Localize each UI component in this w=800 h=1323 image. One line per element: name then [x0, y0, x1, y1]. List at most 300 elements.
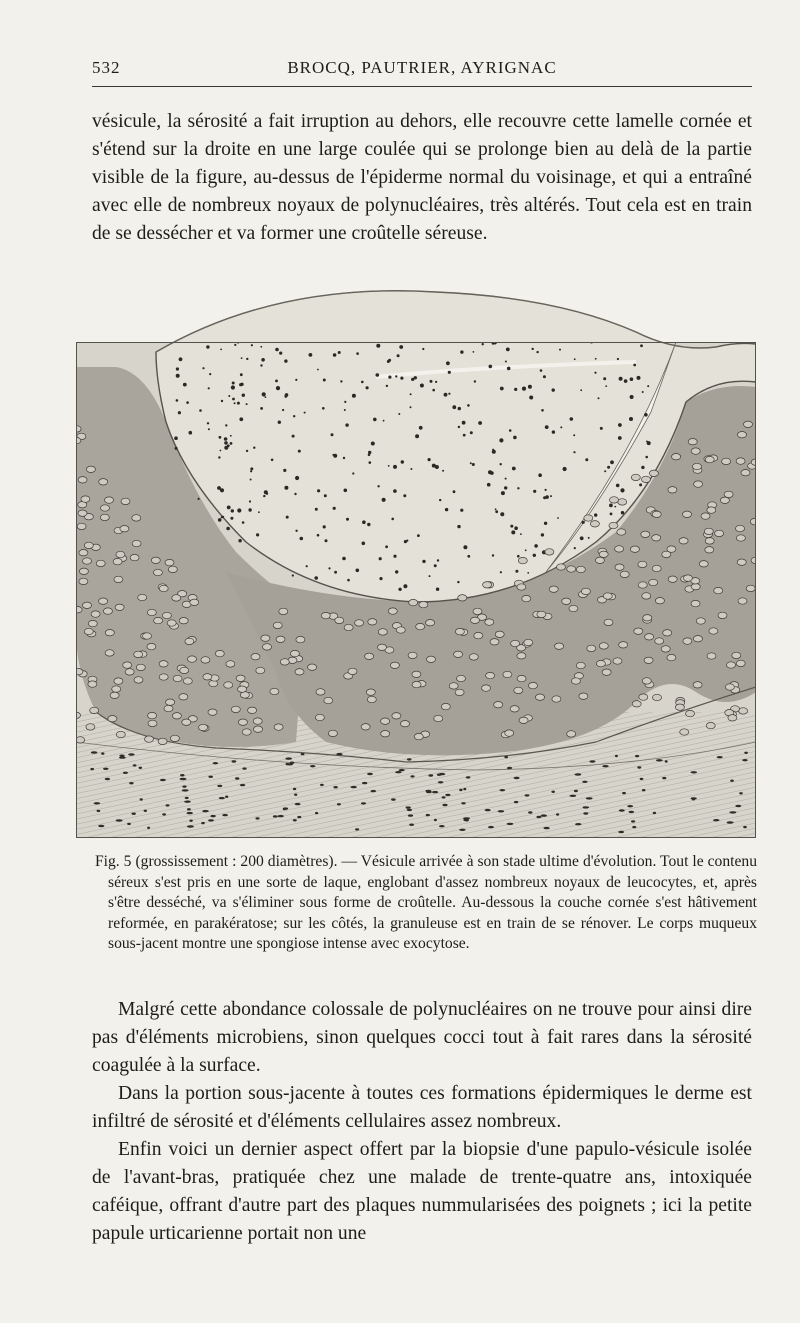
leucocyte-nucleus [511, 530, 515, 534]
epithelial-cell [736, 525, 745, 531]
epithelial-cell [471, 617, 480, 623]
epithelial-cell [454, 651, 463, 657]
dermis-nucleus [498, 810, 505, 812]
epithelial-cell [613, 658, 622, 664]
dermis-nucleus [586, 797, 593, 799]
epithelial-cell [518, 557, 527, 563]
epithelial-cell [248, 707, 257, 713]
epithelial-cell [253, 718, 262, 724]
leucocyte-nucleus [422, 348, 424, 350]
leucocyte-nucleus [260, 364, 262, 366]
dermis-nucleus [463, 788, 466, 790]
epithelial-cell [145, 736, 154, 742]
epithelial-cell [166, 699, 175, 705]
epithelial-cell [335, 617, 344, 623]
dermis-nucleus [692, 798, 695, 800]
dermis-nucleus [409, 824, 414, 826]
leucocyte-nucleus [178, 411, 181, 414]
leucocyte-nucleus [514, 388, 517, 391]
epithelial-cell [238, 686, 247, 692]
leucocyte-nucleus [179, 357, 183, 361]
epithelial-cell [134, 677, 143, 683]
epithelial-cell [514, 687, 523, 693]
epithelial-cell [519, 717, 528, 723]
dermis-nucleus [201, 822, 205, 824]
leucocyte-nucleus [232, 398, 235, 401]
dermis-nucleus [425, 790, 431, 792]
leucocyte-nucleus [234, 344, 236, 346]
leucocyte-nucleus [417, 534, 420, 537]
dermis-nucleus [442, 804, 447, 806]
epithelial-cell [290, 650, 299, 656]
epithelial-cell [667, 546, 676, 552]
dermis-nucleus [504, 756, 508, 758]
leucocyte-nucleus [639, 483, 642, 486]
epithelial-cell [190, 599, 199, 605]
dermis-nucleus [219, 797, 225, 799]
epithelial-cell [571, 678, 580, 684]
dermis-nucleus [202, 810, 208, 812]
leucocyte-nucleus [545, 489, 547, 491]
dermis-nucleus [182, 785, 186, 787]
epithelial-cell [610, 497, 619, 503]
epithelial-cell [655, 638, 664, 644]
leucocyte-nucleus [574, 358, 576, 360]
epithelial-cell [705, 547, 714, 553]
dermis-nucleus [556, 813, 559, 815]
epithelial-cell [77, 523, 86, 529]
leucocyte-nucleus [208, 428, 210, 430]
leucocyte-nucleus [218, 456, 220, 458]
epithelial-cell [706, 722, 715, 728]
leucocyte-nucleus [279, 352, 282, 355]
leucocyte-nucleus [230, 442, 233, 445]
leucocyte-nucleus [630, 395, 634, 399]
leucocyte-nucleus [284, 486, 288, 490]
epithelial-cell [273, 622, 282, 628]
epithelial-cell [615, 564, 624, 570]
leucocyte-nucleus [176, 399, 179, 402]
leucocyte-nucleus [261, 358, 265, 362]
epithelial-cell [691, 448, 700, 454]
epithelial-cell [632, 701, 641, 707]
leucocyte-nucleus [399, 345, 403, 349]
epithelial-cell [725, 684, 734, 690]
leucocyte-nucleus [552, 430, 555, 433]
epithelial-cell [412, 681, 421, 687]
leucocyte-nucleus [388, 376, 391, 379]
epithelial-cell [655, 598, 664, 604]
epithelial-cell [110, 692, 119, 698]
epithelial-cell [738, 432, 747, 438]
epithelial-cell [746, 585, 755, 591]
dermis-nucleus [465, 819, 469, 821]
leucocyte-nucleus [600, 427, 603, 430]
dermis-nucleus [438, 781, 444, 783]
leucocyte-nucleus [488, 470, 492, 474]
leucocyte-nucleus [366, 386, 369, 389]
epithelial-cell [642, 476, 651, 482]
epithelial-cell [179, 618, 188, 624]
leucocyte-nucleus [333, 507, 336, 510]
leucocyte-nucleus [333, 454, 337, 458]
dermis-nucleus [406, 806, 411, 808]
epithelial-cell [159, 674, 168, 680]
dermis-nucleus [166, 804, 170, 806]
leucocyte-nucleus [629, 417, 633, 421]
epithelial-cell [503, 671, 512, 677]
epithelial-cell [361, 724, 370, 730]
epithelial-cell [494, 702, 503, 708]
leucocyte-nucleus [376, 344, 380, 348]
epithelial-cell [251, 654, 260, 660]
dermis-nucleus [208, 776, 213, 778]
dermis-nucleus [459, 789, 462, 791]
leucocyte-nucleus [513, 436, 517, 440]
epithelial-cell [704, 528, 713, 534]
epithelial-cell [378, 644, 387, 650]
dermis-nucleus [180, 774, 184, 776]
epithelial-cell [296, 636, 305, 642]
leucocyte-nucleus [292, 574, 294, 576]
leucocyte-nucleus [393, 555, 396, 558]
epithelial-cell [138, 594, 147, 600]
epithelial-cell [576, 566, 585, 572]
leucocyte-nucleus [385, 545, 388, 548]
dermis-nucleus [184, 801, 191, 803]
dermis-nucleus [629, 811, 635, 813]
dermis-nucleus [428, 774, 433, 776]
epithelial-cell [274, 724, 283, 730]
epithelial-cell [732, 652, 741, 658]
leucocyte-nucleus [251, 344, 253, 346]
dermis-nucleus [442, 796, 446, 798]
leucocyte-nucleus [603, 377, 606, 380]
leucocyte-nucleus [598, 397, 600, 399]
leucocyte-nucleus [624, 379, 628, 383]
leucocyte-nucleus [552, 388, 555, 391]
dermis-nucleus [139, 767, 143, 769]
leucocyte-nucleus [352, 472, 354, 474]
dermis-nucleus [310, 765, 315, 767]
leucocyte-nucleus [386, 385, 388, 387]
epithelial-cell [381, 718, 390, 724]
dermis-nucleus [408, 814, 413, 816]
epithelial-cell [238, 719, 247, 725]
leucocyte-nucleus [623, 311, 626, 314]
epithelial-cell [644, 657, 653, 663]
leucocyte-nucleus [470, 431, 473, 434]
leucocyte-nucleus [473, 351, 475, 353]
leucocyte-nucleus [246, 450, 248, 452]
leucocyte-nucleus [528, 385, 532, 389]
leucocyte-nucleus [613, 316, 616, 319]
epithelial-cell [596, 660, 605, 666]
leucocyte-nucleus [231, 385, 235, 389]
epithelial-cell [738, 598, 747, 604]
epithelial-cell [315, 714, 324, 720]
histology-engraving [76, 272, 756, 838]
leucocyte-nucleus [395, 375, 397, 377]
epithelial-cell [737, 559, 746, 565]
dermis-nucleus [514, 801, 518, 803]
leucocyte-nucleus [415, 434, 419, 438]
epithelial-cell [649, 579, 658, 585]
epithelial-cell [536, 694, 545, 700]
leucocyte-nucleus [282, 409, 284, 411]
dermis-nucleus [162, 813, 166, 815]
epithelial-cell [634, 628, 643, 634]
leucocyte-nucleus [609, 504, 613, 508]
dermis-nucleus [632, 826, 636, 828]
epithelial-cell [88, 620, 97, 626]
dermis-nucleus [528, 811, 532, 813]
epithelial-cell [100, 514, 109, 520]
epithelial-cell [581, 588, 590, 594]
dermis-nucleus [583, 806, 590, 808]
epithelial-cell [164, 705, 173, 711]
leucocyte-nucleus [400, 377, 403, 380]
leucocyte-nucleus [617, 358, 619, 360]
epithelial-cell [242, 729, 251, 735]
dermis-nucleus [662, 777, 666, 779]
dermis-nucleus [129, 782, 133, 784]
leucocyte-nucleus [487, 483, 491, 487]
dermis-nucleus [273, 815, 278, 817]
leucocyte-nucleus [224, 437, 228, 441]
dermis-nucleus [727, 821, 734, 823]
epithelial-cell [162, 612, 171, 618]
dermis-nucleus [213, 762, 218, 764]
epithelial-cell [112, 686, 121, 692]
leucocyte-nucleus [344, 401, 346, 403]
dermis-nucleus [182, 789, 189, 791]
leucocyte-nucleus [573, 451, 575, 453]
epithelial-cell [505, 730, 514, 736]
leucocyte-nucleus [239, 383, 242, 386]
epithelial-cell [412, 671, 421, 677]
epithelial-cell [78, 477, 87, 483]
leucocyte-nucleus [458, 407, 461, 410]
epithelial-cell [113, 558, 122, 564]
leucocyte-nucleus [437, 559, 439, 561]
leucocyte-nucleus [439, 499, 441, 501]
leucocyte-nucleus [529, 396, 533, 400]
leucocyte-nucleus [342, 557, 346, 561]
dermis-nucleus [407, 758, 412, 760]
leucocyte-nucleus [463, 434, 466, 437]
epithelial-cell [722, 458, 731, 464]
dermis-nucleus [466, 776, 471, 778]
dermis-nucleus [367, 773, 373, 775]
leucocyte-nucleus [376, 373, 380, 377]
leucocyte-nucleus [507, 367, 511, 371]
leucocyte-nucleus [442, 470, 444, 472]
leucocyte-nucleus [265, 396, 267, 398]
epithelial-cell [388, 608, 397, 614]
dermis-nucleus [574, 790, 578, 792]
epithelial-cell [693, 463, 702, 469]
dermis-nucleus [602, 765, 608, 767]
dermis-nucleus [536, 816, 541, 818]
epithelial-cell [114, 678, 123, 684]
leucocyte-nucleus [460, 509, 463, 512]
leucocyte-nucleus [500, 463, 502, 465]
page-header [92, 52, 752, 87]
epithelial-cell [231, 706, 240, 712]
leucocyte-nucleus [534, 544, 538, 548]
leucocyte-nucleus [434, 564, 437, 567]
epithelial-cell [545, 549, 554, 555]
dermis-nucleus [439, 773, 445, 775]
leucocyte-nucleus [262, 392, 266, 396]
epithelial-cell [718, 612, 727, 618]
leucocyte-nucleus [463, 545, 467, 549]
opening-paragraph: vésicule, la sérosité a fait irruption au dehors, elle recouvre cette lamelle cornée et s'étend sur la droite en une large coulée qui se prolonge bien au delà de la partie visible de la figure, au-dessus de l'épiderme normal du voisinage, et qui a entraîné avec elle de nombreux noyaux de polynucléaires, très altérés. Tout cela est en train de se dessécher et va former une croûtelle séreuse. [92, 111, 752, 244]
epithelial-cell [159, 585, 168, 591]
leucocyte-nucleus [398, 588, 401, 591]
leucocyte-nucleus [495, 510, 498, 513]
leucocyte-nucleus [647, 441, 651, 445]
epithelial-cell [101, 505, 110, 511]
dermis-nucleus [144, 810, 147, 812]
leucocyte-nucleus [250, 479, 252, 481]
leucocyte-nucleus [379, 577, 382, 580]
leucocyte-nucleus [397, 354, 400, 357]
leucocyte-nucleus [306, 565, 308, 567]
leucocyte-nucleus [403, 584, 407, 588]
leucocyte-nucleus [401, 460, 404, 463]
dermis-nucleus [123, 772, 128, 774]
leucocyte-nucleus [506, 348, 510, 352]
leucocyte-nucleus [260, 346, 262, 348]
leucocyte-nucleus [543, 496, 546, 499]
dermis-nucleus [235, 777, 239, 779]
epithelial-cell [683, 638, 692, 644]
dermis-nucleus [301, 753, 305, 755]
dermis-nucleus [132, 813, 136, 815]
leucocyte-nucleus [260, 407, 263, 410]
epithelial-cell [619, 642, 628, 648]
leucocyte-nucleus [220, 349, 222, 351]
leucocyte-nucleus [275, 348, 279, 352]
leucocyte-nucleus [510, 525, 513, 528]
leucocyte-nucleus [541, 409, 544, 412]
dermis-nucleus [103, 768, 109, 770]
epithelial-cell [482, 685, 491, 691]
dermis-nucleus [315, 812, 318, 814]
epithelial-cell [495, 631, 504, 637]
dermis-nucleus [717, 756, 723, 758]
dermis-nucleus [337, 803, 341, 805]
epithelial-cell [84, 542, 93, 548]
epithelial-cell [595, 557, 604, 563]
leucocyte-nucleus [536, 351, 538, 353]
dermis-nucleus [575, 773, 582, 775]
leucocyte-nucleus [588, 537, 590, 539]
dermis-nucleus [627, 805, 633, 807]
epithelial-cell [639, 694, 648, 700]
epithelial-cell [83, 558, 92, 564]
dermis-nucleus [622, 792, 626, 794]
epithelial-cell [78, 510, 87, 516]
leucocyte-nucleus [199, 409, 202, 412]
paragraph: Dans la portion sous-jacente à toutes ces formations épidermiques le derme est infiltré de sérosité et d'éléments cellulaires assez nombreux. [92, 1083, 752, 1132]
dermis-nucleus [730, 780, 734, 782]
dermis-nucleus [665, 760, 668, 762]
epithelial-cell [367, 696, 376, 702]
epithelial-cell [392, 713, 401, 719]
leucocyte-nucleus [559, 349, 561, 351]
epithelial-cell [390, 662, 399, 668]
leucocyte-nucleus [204, 320, 206, 322]
epithelial-cell [683, 511, 692, 517]
epithelial-cell [643, 615, 652, 621]
leucocyte-nucleus [286, 516, 289, 519]
leucocyte-nucleus [478, 421, 482, 425]
dermis-nucleus [295, 803, 301, 805]
leucocyte-nucleus [448, 393, 450, 395]
epithelial-cell [116, 551, 125, 557]
leucocyte-nucleus [533, 554, 536, 557]
epithelial-cell [148, 712, 157, 718]
leucocyte-nucleus [616, 484, 620, 488]
leucocyte-nucleus [541, 533, 544, 536]
dermis-nucleus [575, 823, 581, 825]
epithelial-cell [99, 598, 108, 604]
epithelial-cell [280, 659, 289, 665]
epithelial-cell [620, 571, 629, 577]
dermis-nucleus [742, 759, 747, 761]
leucocyte-nucleus [346, 518, 349, 521]
epithelial-cell [408, 652, 417, 658]
dermis-nucleus [541, 814, 547, 816]
dermis-nucleus [735, 805, 741, 807]
dermis-nucleus [217, 785, 222, 787]
epithelial-cell [567, 566, 576, 572]
leucocyte-nucleus [560, 426, 562, 428]
leucocyte-nucleus [317, 534, 320, 537]
leucocyte-nucleus [419, 426, 423, 430]
dermis-nucleus [426, 814, 430, 816]
epithelial-cell [579, 693, 588, 699]
dermis-nucleus [355, 828, 359, 830]
epithelial-cell [663, 630, 672, 636]
leucocyte-nucleus [446, 361, 450, 365]
dermis-nucleus [583, 812, 588, 814]
leucocyte-nucleus [492, 449, 494, 451]
leucocyte-nucleus [422, 560, 425, 563]
dermis-nucleus [459, 829, 465, 831]
epithelial-cell [105, 630, 114, 636]
leucocyte-nucleus [249, 500, 251, 502]
dermis-nucleus [743, 826, 747, 828]
dermis-nucleus [713, 819, 719, 821]
leucocyte-nucleus [325, 539, 328, 542]
leucocyte-nucleus [250, 470, 252, 472]
leucocyte-nucleus [509, 429, 512, 432]
leucocyte-nucleus [619, 377, 623, 381]
leucocyte-nucleus [238, 539, 241, 542]
epithelial-cell [105, 650, 114, 656]
epithelial-cell [552, 696, 561, 702]
epithelial-cell [132, 515, 141, 521]
epithelial-cell [691, 584, 700, 590]
dermis-nucleus [551, 791, 555, 793]
epithelial-cell [557, 564, 566, 570]
leucocyte-nucleus [356, 569, 360, 573]
leucocyte-nucleus [347, 579, 350, 582]
